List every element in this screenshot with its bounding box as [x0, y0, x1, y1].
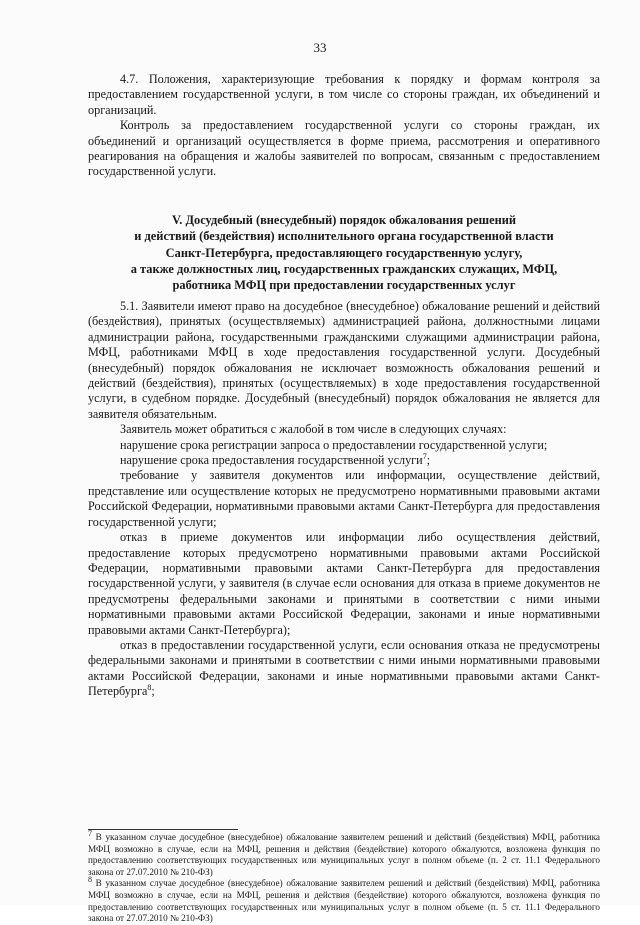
- section-5-1: [88, 299, 600, 700]
- paragraph: отказ в приеме документов или информации либо осуществления действий, предоставление которых предусмотрено нормативными правовыми актами Российской Федерации, нормативными правовыми актами Санкт-Петербурга для предоставления государственной услуги, у заявителя (в случае если основания для отказа в приеме документов не предусмотрены федеральными законами и принятыми в соответствии с ними иными нормативными правовыми актами Российской Федерации, законами и иные нормативными правовыми актами Санкт-Петербурга);: [88, 530, 600, 637]
- paragraph: Заявитель может обратиться с жалобой в том числе в следующих случаях:: [120, 422, 507, 437]
- paragraph: [88, 453, 600, 468]
- footnotes: [88, 828, 600, 925]
- heading-line: работника МФЦ при предоставлении государственных услуг: [172, 278, 516, 293]
- paragraph: [88, 638, 600, 700]
- footnote-divider: [88, 829, 238, 830]
- paragraph: 4.7. Положения, характеризующие требования к порядку и формам контроля за предоставлением государственной услуги, в том числе со стороны граждан, их объединений и организаций.: [88, 72, 600, 117]
- paragraph: требование у заявителя документов или информации, осуществление действий, представление или осуществление которых не предусмотрено нормативными правовыми актами Российской Федерации, нормативными правовыми актами Санкт-Петербурга для предоставления государственной услуги;: [88, 468, 600, 529]
- paragraph-end: ;: [151, 684, 155, 699]
- paragraph: нарушение срока регистрации запроса о предоставлении государственной услуги;: [120, 437, 548, 452]
- paragraph-end: ;: [426, 453, 431, 468]
- heading-line: V. Досудебный (внесудебный) порядок обжалования решений: [171, 213, 517, 227]
- paragraph: Контроль за предоставлением государственной услуги со стороны граждан, их объединений и организаций осуществляется в форме приема, рассмотрения и оперативного реагирования на обращения и жалобы заявителей по вопросам, связанным с предоставлением государственной услуги.: [88, 118, 600, 179]
- paragraph-text: отказ в предоставлении государственной услуги, если основания отказа не предусмотрены федеральными законами и принятыми в соответствии с ними иными нормативными правовыми актами Российской Федерации, законами и иные нормативными правовыми актами Санкт-Петербурга: [88, 637, 600, 699]
- footnote-text: В указанном случае досудебное (внесудебное) обжалование заявителем решений и действий (бездействия) МФЦ, работника МФЦ возможно в случае, если на МФЦ, решения и действия (бездействие) которого обжалуются, возложена функция по предоставлению соответствующих государственных или муниципальных услуг в полном объеме (п. 2 ст. 11.1 Федерального закона от 27.07.2010 № 210-ФЗ): [88, 832, 600, 877]
- footnote-ref: 7: [422, 452, 427, 461]
- heading-line: и действий (бездействия) исполнительного органа государственной власти: [134, 229, 554, 244]
- heading-line: а также должностных лиц, государственных гражданских служащих, МФЦ,: [130, 261, 558, 276]
- footnote-ref: 8: [147, 683, 152, 693]
- paragraph: 5.1. Заявители имеют право на досудебное (внесудебное) обжалование решений и действий (бездействия), принятых (осуществляемых) администрацией района, должностными лицами администрации района, государственными гражданскими служащими администрации района, МФЦ, работниками МФЦ в ходе предоставления государственной услуги. Досудебный (внесудебный) порядок обжалования не исключает возможность обжалования решений и действий (бездействия), принятых (осуществляемых) в ходе предоставления государственной услуги, в судебном порядке. Досудебный (внесудебный) порядок обжалования не является для заявителя обязательным.: [88, 299, 600, 421]
- footnote: [88, 875, 600, 924]
- footnote-text: В указанном случае досудебное (внесудебное) обжалование заявителем решений и действий (бездействия) МФЦ, работника МФЦ возможно в случае, если на МФЦ, решения и действия (бездействие) которого обжалуются, возложена функция по предоставлению соответствующих государственных или муниципальных услуг в полном объеме (п. 5 ст. 11.1 Федерального закона от 27.07.2010 № 210-ФЗ): [88, 878, 600, 924]
- section-4-7: [88, 72, 600, 180]
- page-number: 33: [313, 40, 327, 55]
- footnote: [88, 828, 600, 878]
- footnote-mark: 7: [88, 828, 92, 838]
- heading-line: Санкт-Петербурга, предоставляющего государственную услугу,: [165, 245, 523, 260]
- footnote-mark: 8: [88, 875, 92, 885]
- paragraph-text: нарушение срока предоставления государственной услуги: [120, 453, 423, 468]
- section-v-heading: [88, 212, 600, 293]
